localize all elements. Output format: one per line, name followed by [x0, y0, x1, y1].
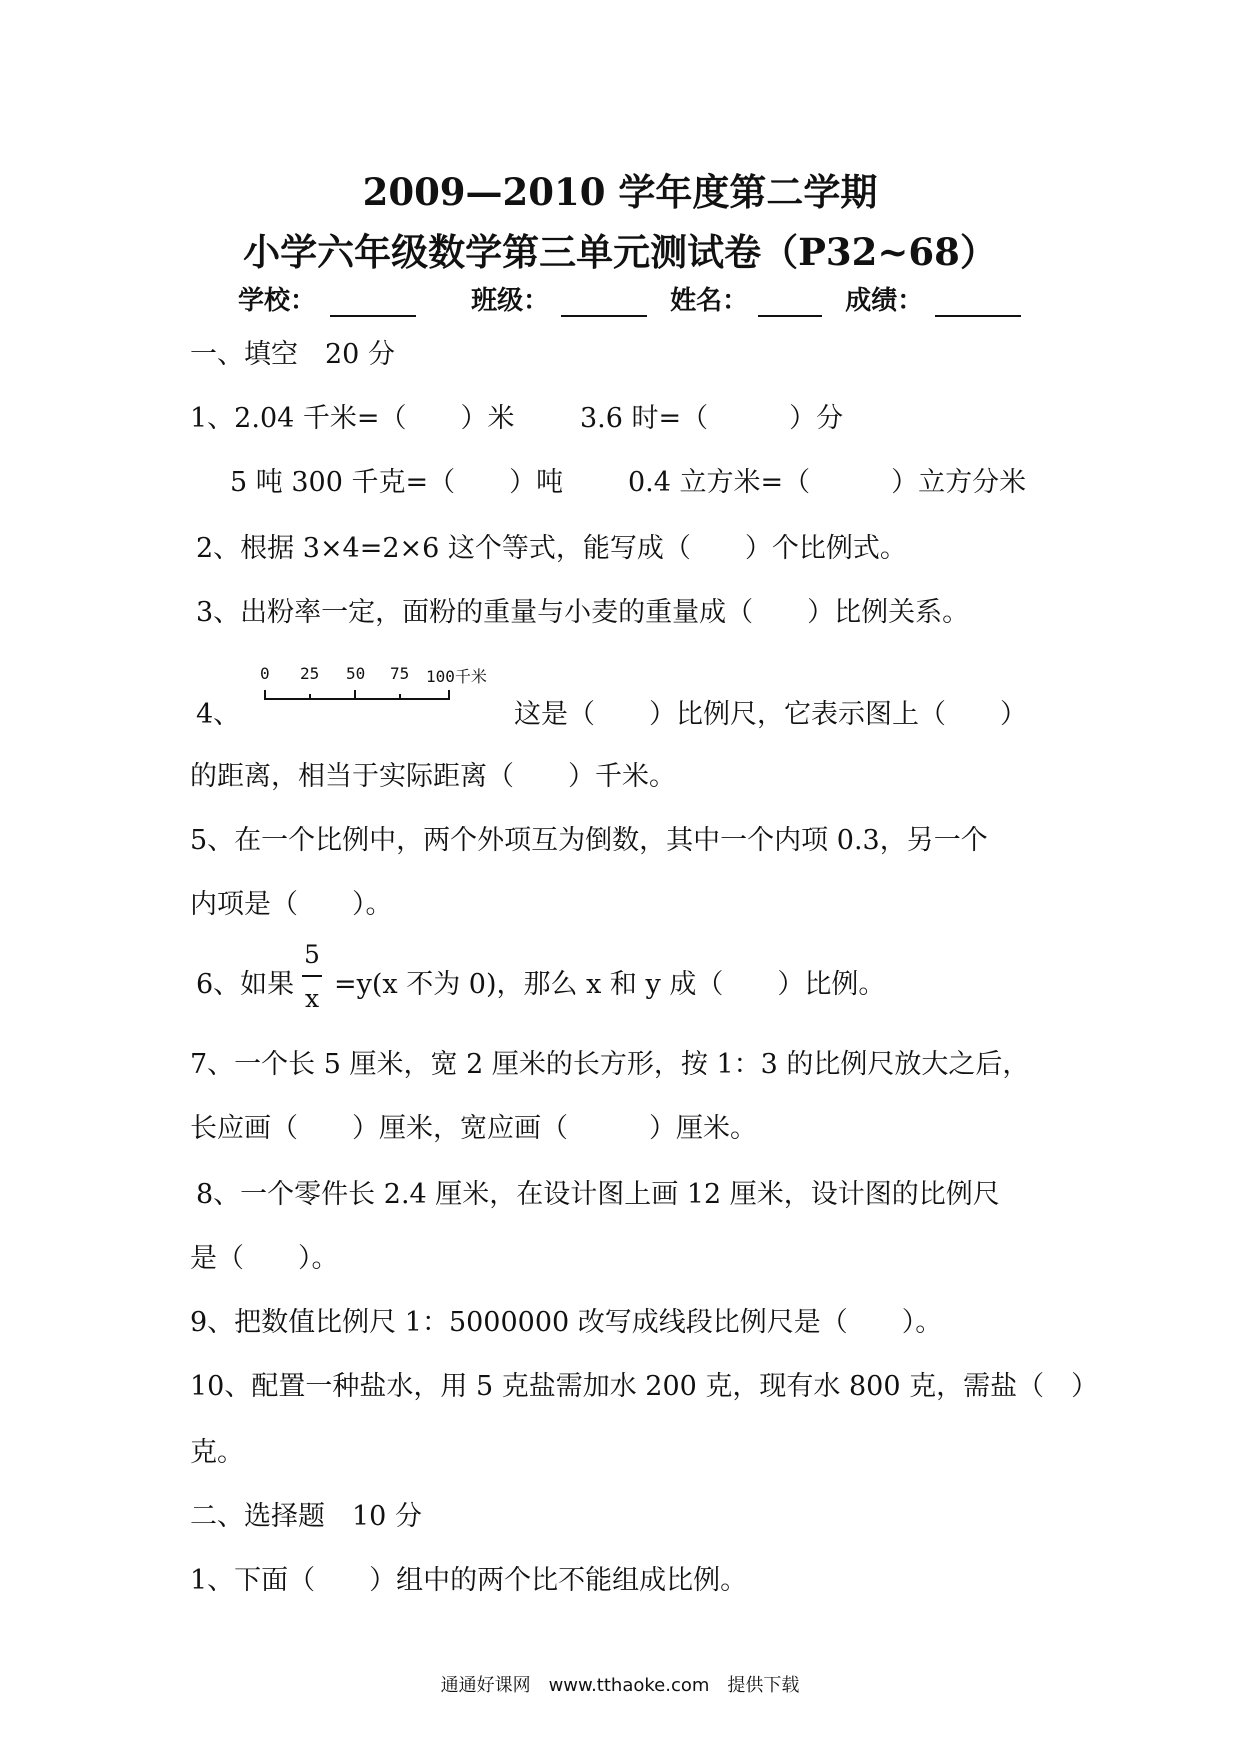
question-9: 9、把数值比例尺 1：5000000 改写成线段比例尺是（ ）。 [190, 1307, 943, 1338]
fraction-numerator: 5 [304, 940, 320, 969]
fraction-denominator: x [304, 984, 320, 1013]
ruler-label: 50 [346, 664, 366, 683]
name-label: 姓名： [670, 286, 749, 316]
section-2-heading: 二、选择题 10 分 [190, 1501, 422, 1532]
score-blank[interactable] [935, 295, 1021, 317]
question-4b: 的距离，相当于实际距离（ ）千米。 [190, 761, 676, 792]
title-line-1: 2009—2010 学年度第二学期 [362, 170, 878, 214]
ruler-label: 25 [300, 664, 320, 683]
name-blank[interactable] [758, 295, 822, 317]
ruler-tick [264, 690, 266, 700]
question-10a: 10、配置一种盐水，用 5 克盐需加水 200 克，现有水 800 克，需盐（ ） [190, 1371, 1099, 1402]
title-line-2: 小学六年级数学第三单元测试卷（P32~68） [243, 230, 997, 274]
ruler-label: 0 [260, 664, 270, 683]
question-1a: 1、2.04 千米=（ ）米 [190, 403, 515, 434]
ruler-tick [309, 694, 311, 700]
section-2-question-1: 1、下面（ ）组中的两个比不能组成比例。 [190, 1565, 748, 1596]
ruler-label: 100千米 [426, 667, 487, 686]
question-5b: 内项是（ ）。 [190, 889, 393, 920]
question-1d: 0.4 立方米=（ ）立方分米 [628, 467, 1027, 498]
class-blank[interactable] [561, 295, 647, 317]
ruler-tick [448, 690, 450, 700]
ruler-tick [399, 694, 401, 700]
score-label: 成绩： [845, 286, 924, 316]
class-label: 班级： [471, 286, 550, 316]
question-10b: 克。 [190, 1437, 244, 1468]
question-1c: 5 吨 300 千克=（ ）吨 [230, 467, 564, 498]
question-8b: 是（ ）。 [190, 1243, 339, 1274]
section-1-heading: 一、填空 20 分 [190, 339, 395, 370]
question-6-suffix: =y(x 不为 0)，那么 x 和 y 成（ ）比例。 [334, 969, 886, 1000]
line-scale-ruler [260, 664, 487, 712]
school-blank[interactable] [330, 295, 416, 317]
question-1b: 3.6 时=（ ）分 [580, 403, 844, 434]
fraction-bar [302, 975, 322, 977]
question-4a: 这是（ ）比例尺，它表示图上（ ） [514, 699, 1027, 730]
question-3: 3、出粉率一定，面粉的重量与小麦的重量成（ ）比例关系。 [196, 597, 970, 628]
question-8a: 8、一个零件长 2.4 厘米，在设计图上画 12 厘米，设计图的比例尺 [196, 1179, 1000, 1210]
question-7a: 7、一个长 5 厘米，宽 2 厘米的长方形，按 1：3 的比例尺放大之后， [190, 1049, 1030, 1080]
ruler-tick [354, 690, 356, 700]
question-6-prefix: 6、如果 [196, 969, 295, 1000]
student-info-row [238, 280, 1021, 317]
question-7b: 长应画（ ）厘米，宽应画（ ）厘米。 [190, 1113, 757, 1144]
page-footer: 通通好课网 www.tthaoke.com 提供下载 [440, 1675, 800, 1696]
ruler-bar [264, 698, 450, 700]
question-2: 2、根据 3×4=2×6 这个等式，能写成（ ）个比例式。 [196, 533, 907, 564]
school-label: 学校： [238, 286, 317, 316]
question-5a: 5、在一个比例中，两个外项互为倒数，其中一个内项 0.3，另一个 [190, 825, 988, 856]
question-4-number: 4、 [196, 699, 241, 730]
ruler-label: 75 [390, 664, 410, 683]
